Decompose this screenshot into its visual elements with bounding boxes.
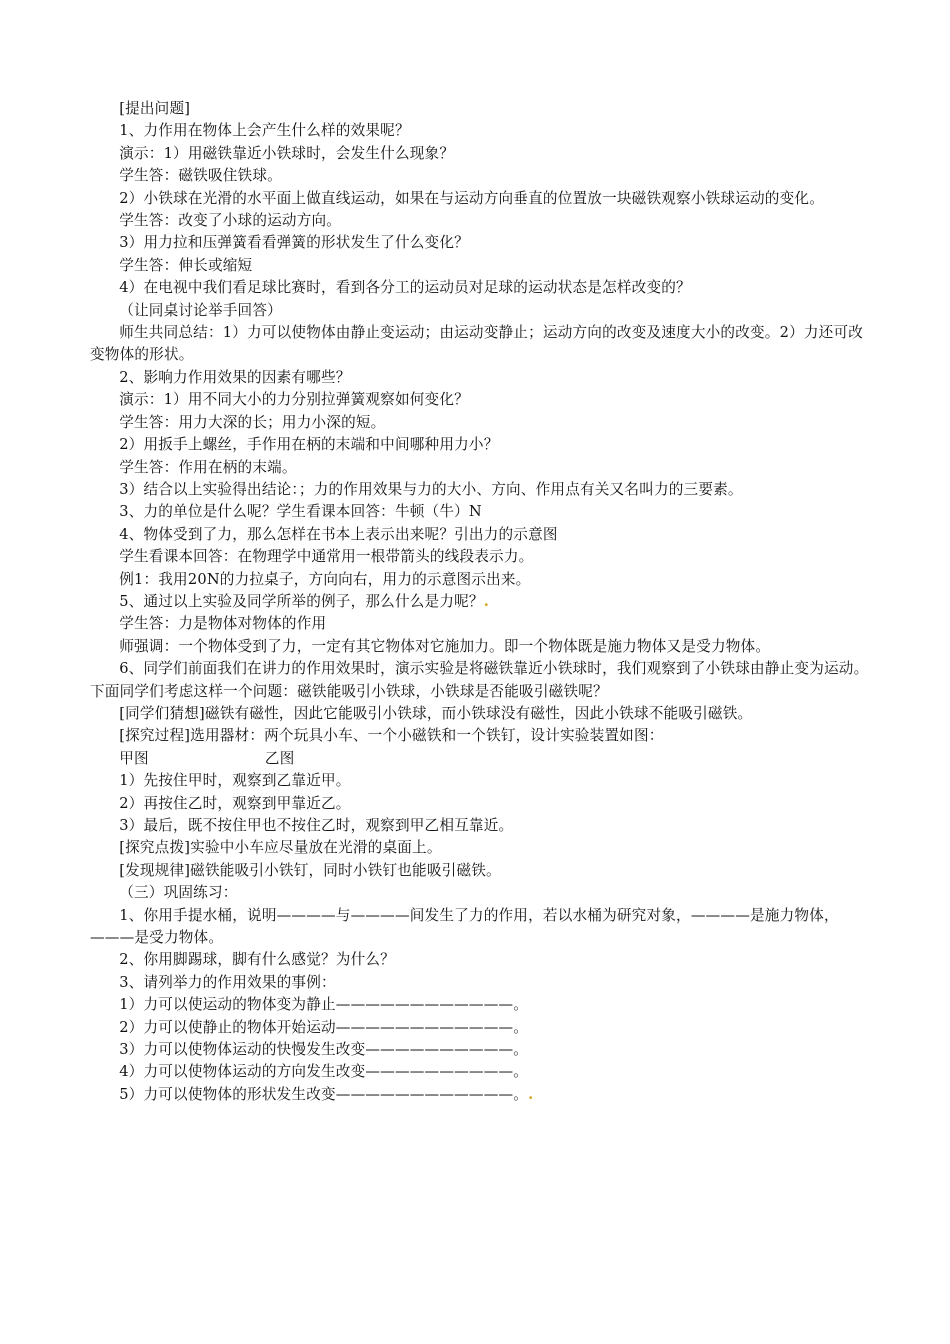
teacher-emphasis: 师强调：一个物体受到了力，一定有其它物体对它施加力。即一个物体既是施力物体又是受力物体。 [119,637,771,655]
question-1: 1、力作用在物体上会产生什么样的效果呢？ [119,122,410,140]
student-answer: 学生答：作用在柄的末端。 [119,458,297,476]
step-line: 2）再按住乙时，观察到甲靠近乙。 [119,794,351,812]
summary-paragraph: 师生共同总结：1）力可以使物体由静止变运动；由运动变静止；运动方向的改变及速度大小的改变。2）力还可改变物体的形状。 [90,324,864,364]
demo-line: 4）在电视中我们看足球比赛时，看到各分工的运动员对足球的运动状态是怎样改变的？ [119,279,691,297]
exercise-item: 1）力可以使运动的物体变为静止————————————。 [119,996,529,1014]
conclusion-line: 3）结合以上实验得出结论：；力的作用效果与力的大小、方向、作用点有关又名叫力的三要素。 [119,480,743,498]
step-line: 3）最后，既不按住甲也不按住乙时，观察到甲乙相互靠近。 [119,817,514,834]
question-5 [90,591,870,613]
exercise-item-text: 5）力可以使物体的形状发生改变————————————。 [119,1085,529,1103]
demo-line: 2）用扳手上螺丝，手作用在柄的末端和中间哪种用力小？ [119,436,499,454]
exercise-2: 2、你用脚踢球，脚有什么感觉？为什么？ [119,951,395,969]
question-2: 2、影响力作用效果的因素有哪些？ [119,368,351,386]
step-line: 1）先按住甲时，观察到乙靠近甲。 [119,772,351,790]
question-5-text: 5、通过以上实验及同学所举的例子，那么什么是力呢？ [119,592,484,610]
demo-line: 3）用力拉和压弹簧看看弹簧的形状发生了什么变化？ [119,234,469,252]
student-answer: 学生答：力是物体对物体的作用 [119,615,327,633]
exercise-3: 3、请列举力的作用效果的事例： [119,973,336,991]
exercise-item: 2）力可以使静止的物体开始运动————————————。 [119,1018,529,1036]
stray-mark: . [528,1085,534,1103]
exercise-1: 1、你用手提水桶，说明————与————间发生了力的作用，若以水桶为研究对象，————是施力物体，———是受力物体。 [90,906,839,947]
hypothesis-line: [同学们猜想]磁铁有磁性，因此它能吸引小铁球，而小铁球没有磁性，因此小铁球不能吸引磁铁。 [119,704,753,722]
student-answer: 学生答：伸长或缩短 [119,256,253,274]
question-3: 3、力的单位是什么呢？学生看课本回答：牛顿（牛）N [119,503,482,521]
procedure-line: [探究过程]选用器材：两个玩具小车、一个小磁铁和一个铁钉，设计实验装置如图： [119,727,664,745]
exercise-item: 4）力可以使物体运动的方向发生改变——————————。 [119,1063,529,1081]
exercise-heading: （三）巩固练习： [119,884,238,902]
exercise-item: 3）力可以使物体运动的快慢发生改变——————————。 [119,1041,529,1059]
instruction-line: （让同桌讨论举手回答） [119,301,282,319]
document-body [90,98,870,1106]
question-6: 6、同学们前面我们在讲力的作用效果时，演示实验是将磁铁靠近小铁球时，我们观察到了小铁球由静止变为运动。下面同学们考虑这样一个问题：磁铁能吸引小铁球，小铁球是否能吸引磁铁呢？ [90,660,869,700]
demo-line: 演示：1）用磁铁靠近小铁球时，会发生什么现象？ [119,144,455,162]
student-answer: 学生答：磁铁吸住铁球。 [119,167,282,185]
question-4: 4、物体受到了力，那么怎样在书本上表示出来呢？引出力的示意图 [119,525,558,543]
stray-mark: . [483,592,490,610]
student-answer: 学生答：改变了小球的运动方向。 [119,212,342,230]
example-line: 例1：我用20N的力拉桌子，方向向右，用力的示意图示出来。 [119,570,531,588]
section-heading: [提出问题] [119,100,191,117]
exercise-item-last [90,1084,870,1106]
student-answer: 学生答：用力大深的长；用力小深的短。 [119,413,386,431]
demo-line: 2）小铁球在光滑的水平面上做直线运动，如果在与运动方向垂直的位置放一块磁铁观察小铁球运动的变化。 [119,189,824,207]
demo-line: 演示：1）用不同大小的力分别拉弹簧观察如何变化？ [119,391,469,409]
student-answer: 学生看课本回答：在物理学中通常用一根带箭头的线段表示力。 [119,548,534,566]
figure-captions: 甲图 乙图 [119,749,295,767]
finding-line: [发现规律]磁铁能吸引小铁钉，同时小铁钉也能吸引磁铁。 [119,861,501,879]
tip-line: [探究点拨]实验中小车应尽量放在光滑的桌面上。 [119,839,442,857]
